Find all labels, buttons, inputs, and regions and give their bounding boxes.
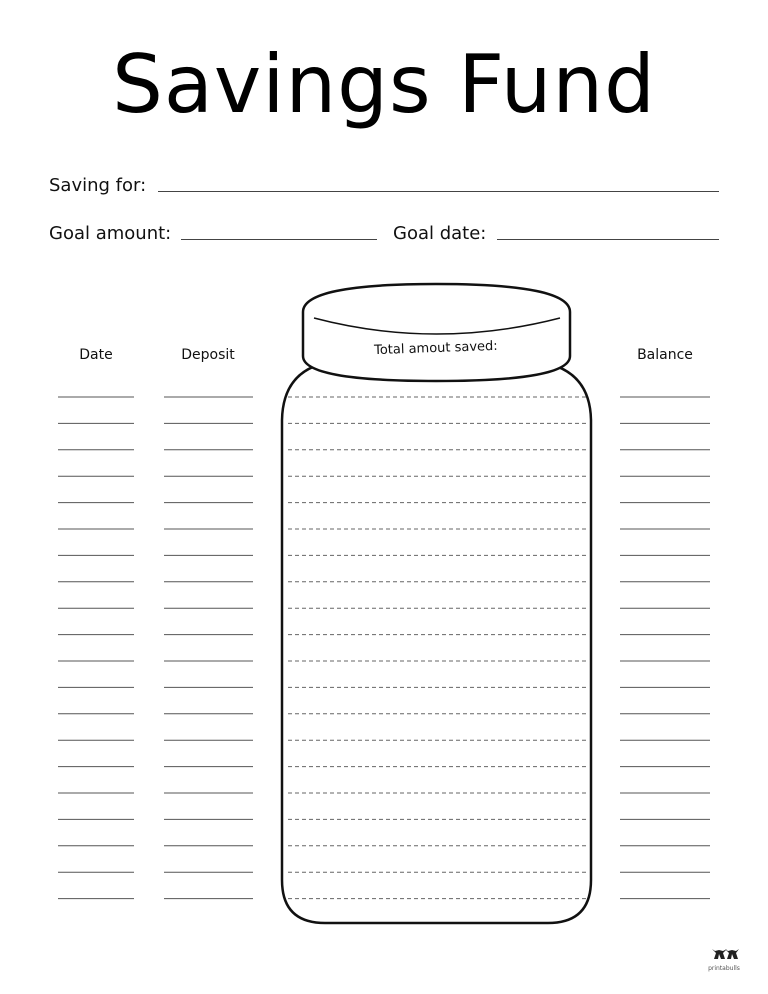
balance-column-header: Balance [637, 347, 693, 363]
jar-lid [303, 284, 570, 381]
jar-body [282, 362, 591, 923]
goal-date-label: Goal date: [393, 223, 487, 244]
printabulls-logo [704, 946, 744, 973]
date-column-header: Date [79, 347, 113, 363]
jar-lid-label: Total amout saved: [373, 338, 498, 359]
page-title: Savings Fund [112, 38, 656, 131]
bull-logo-icon [709, 947, 739, 961]
saving-for-label: Saving for: [49, 175, 147, 196]
deposit-column-header: Deposit [181, 347, 235, 363]
logo-text: printabulls [708, 965, 740, 972]
goal-amount-label: Goal amount: [49, 223, 172, 244]
